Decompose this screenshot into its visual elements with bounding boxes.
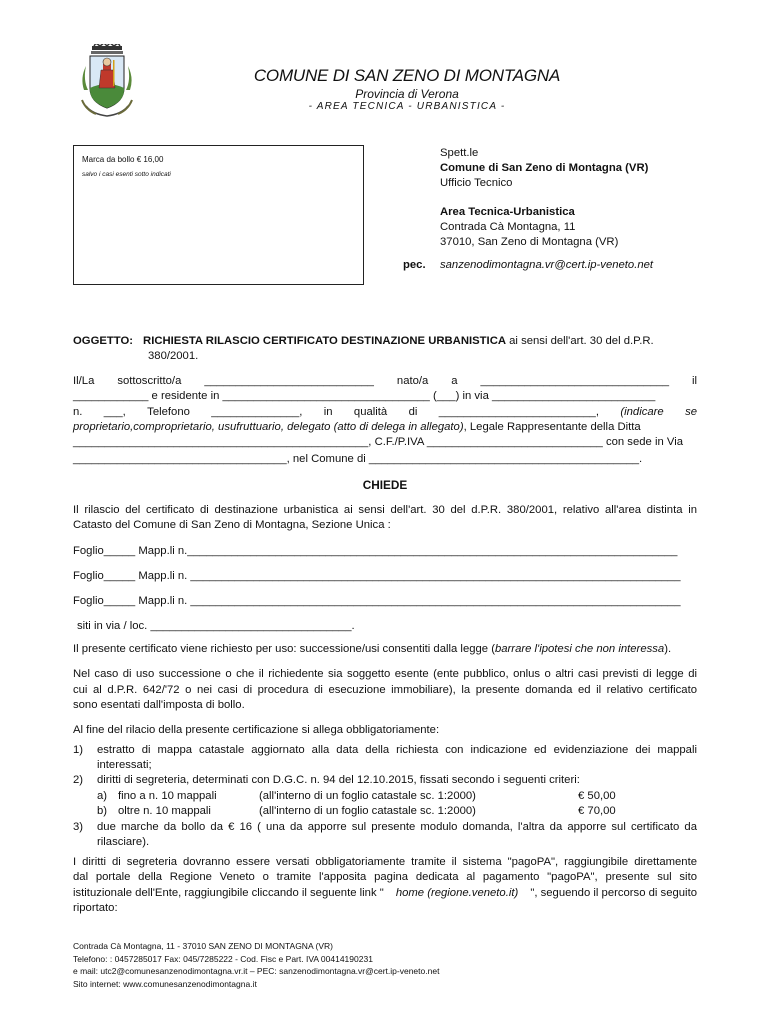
form-text: qualità: [353, 406, 388, 418]
oggetto-rest-2: 380/2001.: [148, 350, 199, 362]
list-number: 1): [73, 744, 84, 756]
revenue-stamp-box: [73, 145, 364, 285]
sub-item-text: fino a n. 10 mappali: [118, 790, 217, 802]
area-header: - AREA TECNICA - URBANISTICA -: [308, 101, 506, 112]
number-field-blank[interactable]: ___,: [103, 406, 126, 418]
allega-item-2: diritti di segreteria, determinati con D.G.C. n. 94 del 12.10.2015, fissati secondo i seguenti criteri:: [97, 774, 580, 786]
oggetto-line: [73, 334, 654, 349]
addressee-area: Area Tecnica-Urbanistica: [440, 206, 575, 218]
intro-line-1: Il rilascio del certificato di destinazione urbanistica ai sensi dell'art. 30 del d.P.R. 380/2001, relativo all'area distinta in: [73, 504, 697, 516]
allega-intro: Al fine del rilacio della presente certificazione si allega obbligatoriamente:: [73, 724, 440, 736]
form-line-1: [73, 374, 697, 389]
uso-line: [73, 642, 671, 657]
form-text: , Legale Rappresentante della Ditta: [463, 421, 641, 433]
form-text: Telefono: [147, 406, 190, 418]
role-options-hint: proprietario,comproprietario, usufruttuario, delegato (atto di delega in allegato): [73, 421, 464, 433]
addressee-ufficio: Ufficio Tecnico: [440, 177, 513, 189]
uso-hint: barrare l'ipotesi che non interessa: [494, 643, 665, 655]
diritti-text: istituzionale dell'Ente, raggiungibile cliccando il seguente link ": [73, 887, 384, 899]
sub-item-note: (all'interno di un foglio catastale sc. 1:2000): [259, 790, 476, 802]
oggetto-label: OGGETTO:: [73, 335, 134, 347]
sub-item-price: € 70,00: [578, 805, 616, 817]
form-text: in: [323, 406, 333, 418]
form-text: il: [691, 375, 697, 387]
foglio-line[interactable]: Foglio_____ Mapp.li n. ______________________________________________________________________________: [73, 570, 681, 582]
form-line-3: [73, 405, 697, 420]
addressee-comune: Comune di San Zeno di Montagna (VR): [440, 162, 649, 174]
addressee-city: 37010, San Zeno di Montagna (VR): [440, 236, 619, 248]
stamp-box-note: salvo i casi esenti sotto indicati: [82, 171, 171, 178]
sub-item-note: (all'interno di un foglio catastale sc. 1:2000): [259, 805, 476, 817]
esenzione-line-3: sono esentati dall'imposta di bollo.: [73, 699, 245, 711]
form-text: sottoscritto/a: [117, 375, 182, 387]
regione-link[interactable]: home (regione.veneto.it): [395, 887, 519, 899]
uso-end: ).: [664, 643, 672, 655]
diritti-line-4: riportato:: [73, 902, 118, 914]
list-number: 2): [73, 774, 84, 786]
chiede-heading: CHIEDE: [362, 478, 408, 492]
stamp-box-label: Marca da bollo € 16,00: [82, 155, 164, 164]
comune-title: COMUNE DI SAN ZENO DI MONTAGNA: [253, 66, 561, 85]
oggetto-rest: ai sensi dell'art. 30 del d.P.R.: [506, 335, 654, 347]
form-line-5[interactable]: _______________________________________________, C.F./P.IVA ____________________________ con sede in Via: [73, 436, 683, 448]
intro-line-2: Catasto del Comune di San Zeno di Montagna, Sezione Unica :: [73, 519, 391, 531]
form-text: nato/a: [396, 375, 429, 387]
siti-line[interactable]: siti in via / loc. ________________________________.: [77, 620, 355, 632]
oggetto-title: RICHIESTA RILASCIO CERTIFICATO DESTINAZIONE URBANISTICA: [143, 335, 507, 347]
diritti-line-2: dal portale della Regione Veneto o tramite l'apposita pagina dedicata al pagamento "pagoPA", presente sul sito: [73, 871, 697, 883]
phone-field-blank[interactable]: ______________,: [211, 406, 303, 418]
pec-address: sanzenodimontagna.vr@cert.ip-veneto.net: [440, 259, 654, 271]
form-text: di: [408, 406, 418, 418]
addressee-block: [440, 146, 648, 250]
form-line-6[interactable]: __________________________________, nel Comune di ___________________________________________.: [73, 453, 643, 465]
list-number: 3): [73, 821, 84, 833]
role-field-blank[interactable]: _________________________,: [438, 406, 599, 418]
footer-phone: Telefono: : 0457285017 Fax: 045/7285222 - Cod. Fisc e Part. IVA 00414190231: [73, 953, 373, 964]
footer-address: Contrada Cà Montagna, 11 - 37010 SAN ZENO DI MONTAGNA (VR): [73, 941, 333, 951]
addressee-street: Contrada Cà Montagna, 11: [440, 221, 576, 233]
form-line-4: [73, 420, 641, 435]
footer-email: e mail: utc2@comunesanzenodimontagna.vr.it – PEC: sanzenodimontagna.vr@cert.ip-veneto.net: [73, 966, 440, 976]
footer-website: Sito internet: www.comunesanzenodimontagna.it: [73, 978, 257, 989]
diritti-text: ", seguendo il percorso di seguito: [530, 887, 697, 899]
allega-item-3-cont: rilasciare).: [97, 836, 150, 848]
foglio-line[interactable]: Foglio_____ Mapp.li n. ______________________________________________________________________________: [73, 595, 681, 607]
form-text: a: [451, 375, 458, 387]
allega-item-1-cont: interessati;: [97, 759, 152, 771]
sub-item-text: oltre n. 10 mappali: [118, 805, 211, 817]
esenzione-line-2: cui al d.P.R. 642/'72 o nei casi di procedura di esecuzione immobiliare), la presente domanda ed il relativo certificato: [73, 684, 697, 696]
allega-item-3: due marche da bollo da € 16 ( una da apporre sul presente modulo domanda, l'altra da apporre sul certificato da: [97, 821, 697, 833]
diritti-line-3: [73, 886, 697, 901]
uso-text: Il presente certificato viene richiesto per uso: successione/usi consentiti dalla legge (: [73, 643, 495, 655]
allega-item-1: estratto di mappa catastale aggiornato alla data della richiesta con indicazione ed evidenziazione dei mappali: [97, 744, 697, 756]
form-text: n.: [73, 406, 83, 418]
provincia-subtitle: Provincia di Verona: [355, 87, 459, 101]
foglio-line[interactable]: Foglio_____ Mapp.li n.______________________________________________________________________________: [73, 545, 678, 557]
pec-label: pec.: [403, 259, 426, 271]
addressee-spett: Spett.le: [440, 147, 479, 159]
esenzione-line-1: Nel caso di uso successione o che il richiedente sia soggetto esente (ente pubblico, onlus o altri casi previsti di legge di: [73, 668, 697, 680]
diritti-line-1: I diritti di segreteria dovranno essere versati obbligatoriamente tramite il sistema "pagoPA", raggiungibile direttamente: [73, 856, 697, 868]
form-text: Il/La: [73, 375, 95, 387]
form-text: se: [685, 406, 697, 418]
sub-item-price: € 50,00: [578, 790, 616, 802]
name-field-blank[interactable]: ___________________________: [204, 375, 374, 387]
form-line-2[interactable]: ____________ e residente in _________________________________ (___) in via __________________________: [73, 390, 656, 402]
form-text: (indicare: [620, 406, 664, 418]
birthplace-field-blank[interactable]: ______________________________: [480, 375, 670, 387]
sub-item-label: b): [97, 805, 108, 817]
sub-item-label: a): [97, 790, 108, 802]
page-footer: [73, 940, 439, 990]
